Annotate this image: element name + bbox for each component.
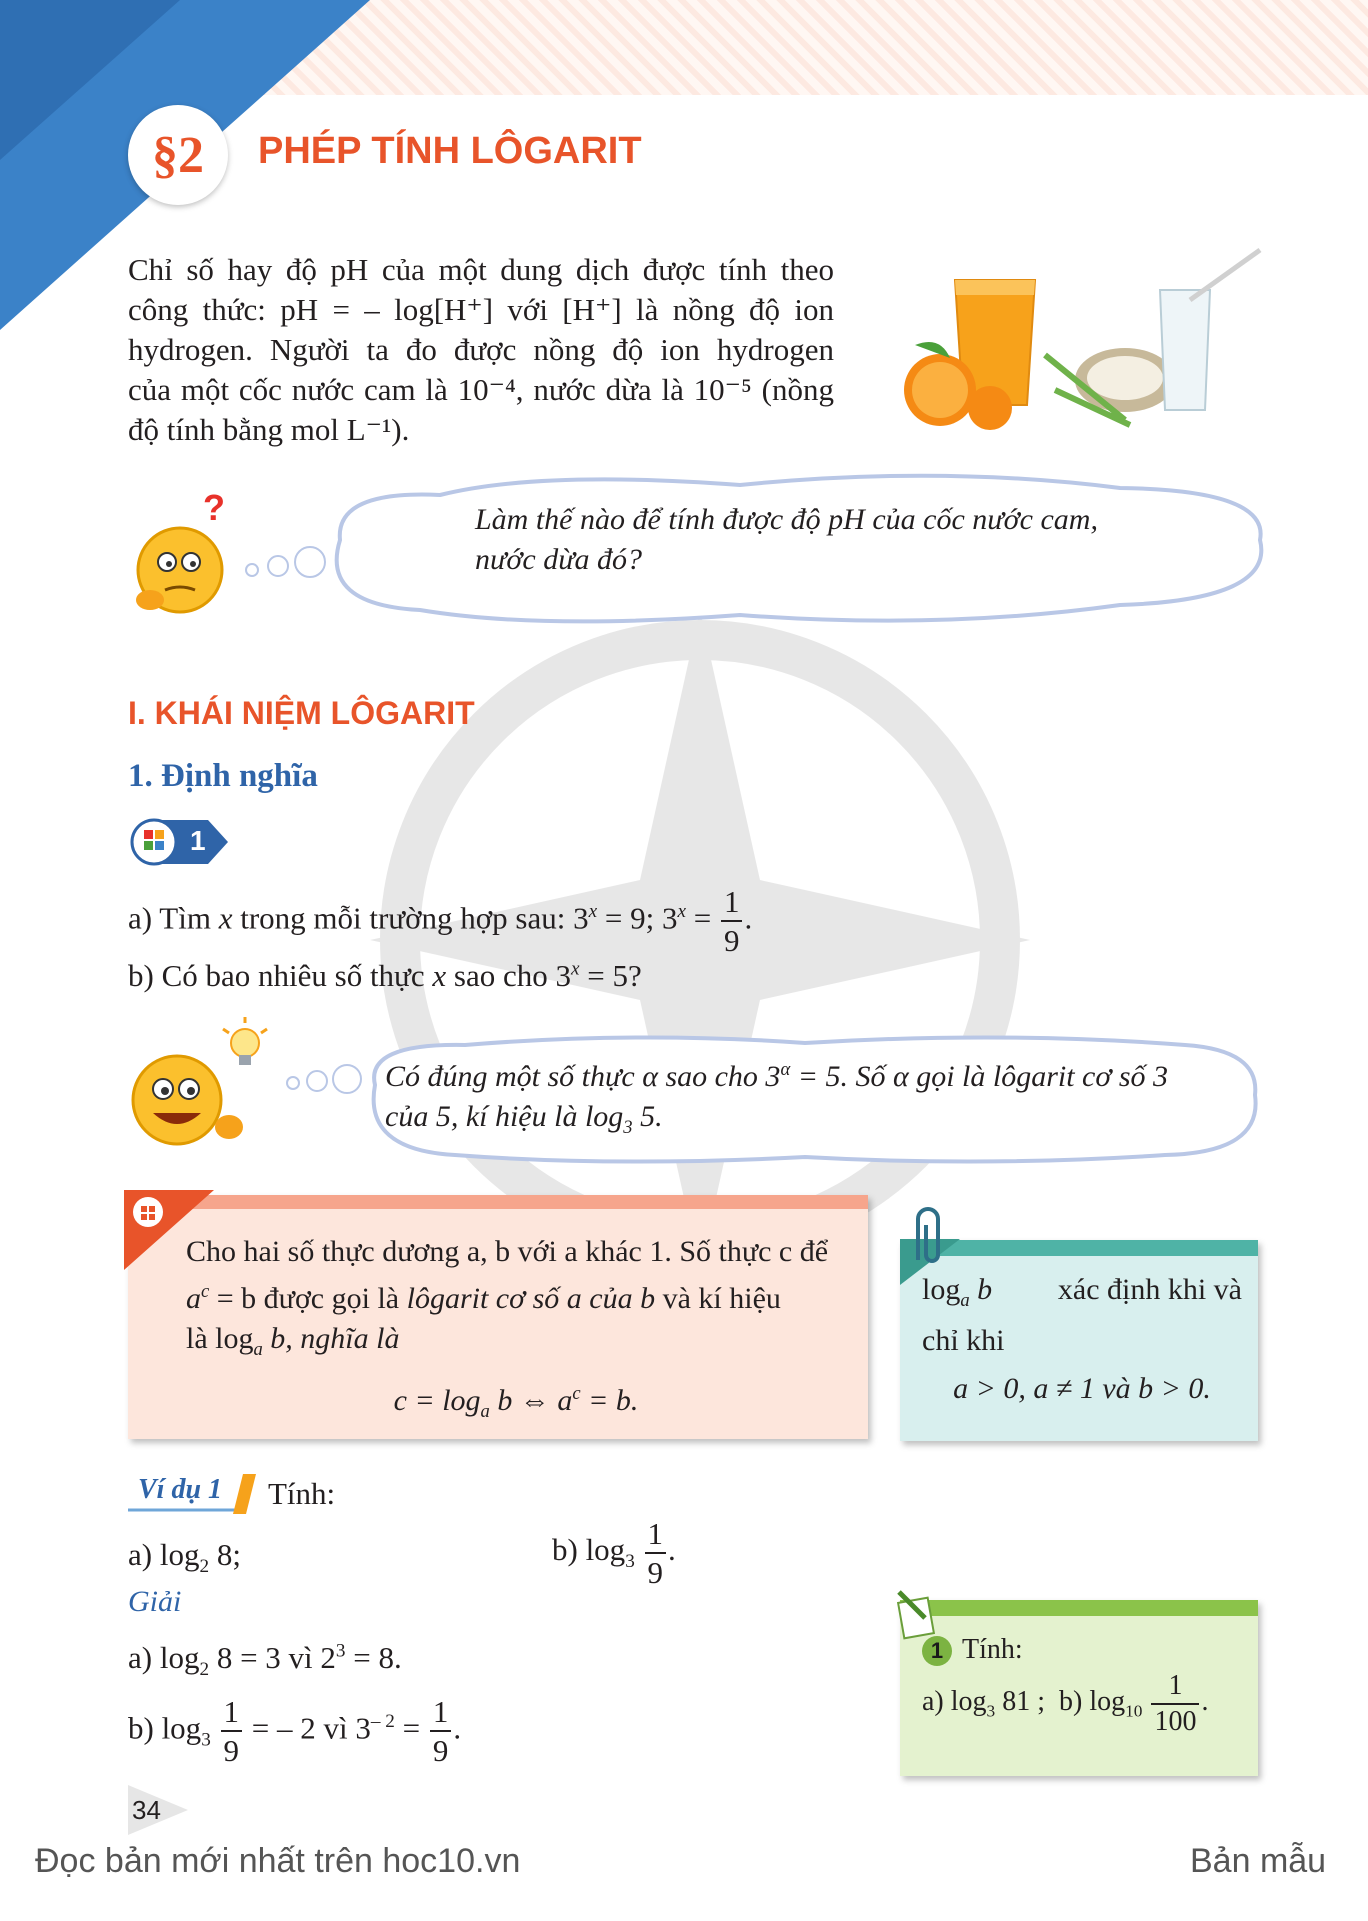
practice-title: Tính: — [962, 1634, 1023, 1665]
note-text — [922, 1270, 1242, 1409]
activity-number: 1 — [190, 825, 206, 856]
intro-line-3: hydrogen. Người ta đo được nồng độ ion hydrogen — [128, 332, 834, 367]
footer-left-text: Đọc bản mới nhất trên hoc10.vn — [35, 1842, 521, 1880]
note-line-3: a > 0, a ≠ 1 và b > 0. — [953, 1372, 1211, 1405]
example-label: Ví dụ 1 — [128, 1472, 258, 1514]
page-title: PHÉP TÍNH LÔGARIT — [258, 130, 642, 172]
question-line-1: Làm thế nào để tính được độ pH của cốc nước cam, — [475, 503, 1098, 536]
intro-line-4: của một cốc nước cam là 10⁻⁴, nước dừa là 10⁻⁵ (nồng — [128, 372, 834, 407]
intro-line-2: công thức: pH = – log[H⁺] với [H⁺] là nồng độ ion — [128, 292, 834, 327]
fraction-one-hundredth: $\frac{1}{100}$ — [1151, 1672, 1199, 1736]
definition-line-2: $a^c = b$ được gọi là lôgarit cơ số a của b và kí hiệu — [186, 1281, 781, 1315]
activity-part-a: a) Tìm x trong mỗi trường hợp sau: 3$^x$ = 9; 3$^x$ = $\frac{1}{9}$ . — [128, 884, 753, 959]
note-line-2: chỉ khi — [922, 1324, 1005, 1357]
definition-text — [186, 1232, 846, 1432]
intro-paragraph — [128, 250, 834, 450]
example-part-a: a) $\log_2 8$; — [128, 1537, 241, 1578]
solution-part-a: a) $\log_2 8 = 3$ vì $2^3 = 8$. — [128, 1640, 402, 1681]
definition-formula: $c = \log_a b$ ⇔ $a^c = b$. — [393, 1383, 639, 1422]
thinking-emoji — [125, 490, 245, 620]
footer-right-text: Bản mẫu — [1190, 1842, 1327, 1880]
fraction-one-ninth: $\frac{1}{9}$ — [221, 1696, 243, 1766]
section-number: §2 — [152, 126, 204, 184]
idea-line-1: Có đúng một số thực α sao cho $3^\alpha = 5$. Số α gọi là lôgarit cơ số 3 — [385, 1059, 1169, 1093]
drinks-illustration — [885, 240, 1265, 440]
activity-part-b: b) Có bao nhiêu số thực x sao cho 3$^x$ = 5? — [128, 958, 642, 993]
practice-number-badge: 1 — [922, 1636, 952, 1666]
question-text — [475, 500, 1195, 580]
intro-line-5: độ tính bằng mol L⁻¹). — [128, 412, 410, 447]
intro-line-1: Chỉ số hay độ pH của một dung dịch được tính theo — [128, 252, 834, 287]
idea-line-2: của 5, kí hiệu là $\log_3 5$. — [385, 1100, 663, 1138]
fraction-one-ninth: $\frac{1}{9}$ — [645, 1518, 667, 1588]
fraction-one-ninth: $\frac{1}{9}$ — [430, 1696, 452, 1766]
solution-part-b: b) $\log_3$ $\frac{1}{9}$ = – 2 vì $3^{- 2}$ = $\frac{1}{9}$ . — [128, 1694, 462, 1769]
section-badge — [128, 105, 228, 205]
note-line-1: $\log_a b$ xác định khi và — [922, 1273, 1242, 1311]
solution-label: Giải — [128, 1585, 182, 1618]
activity-badge — [128, 816, 233, 868]
definition-line-3: là $\log_a b$, nghĩa là — [186, 1322, 400, 1360]
idea-text — [385, 1050, 1255, 1148]
example-prompt: Tính: — [268, 1476, 336, 1511]
svg-text:?: ? — [203, 490, 225, 528]
idea-emoji — [125, 1015, 285, 1150]
subsection-heading: 1. Định nghĩa — [128, 758, 318, 794]
page-number: 34 — [132, 1795, 161, 1825]
definition-line-1: Cho hai số thực dương a, b với a khác 1. Số thực c để — [186, 1235, 829, 1268]
section-heading: I. KHÁI NIỆM LÔGARIT — [128, 695, 475, 731]
example-part-b: b) $\log_3$ $\frac{1}{9}$ . — [552, 1515, 676, 1590]
fraction-one-ninth: $\frac{1}{9}$ — [721, 886, 743, 956]
question-line-2: nước dừa đó? — [475, 543, 643, 576]
practice-exercises: a) $\log_3 81$ ; b) $\log_{10}$ $\frac{1}{100}$ . — [922, 1669, 1209, 1737]
